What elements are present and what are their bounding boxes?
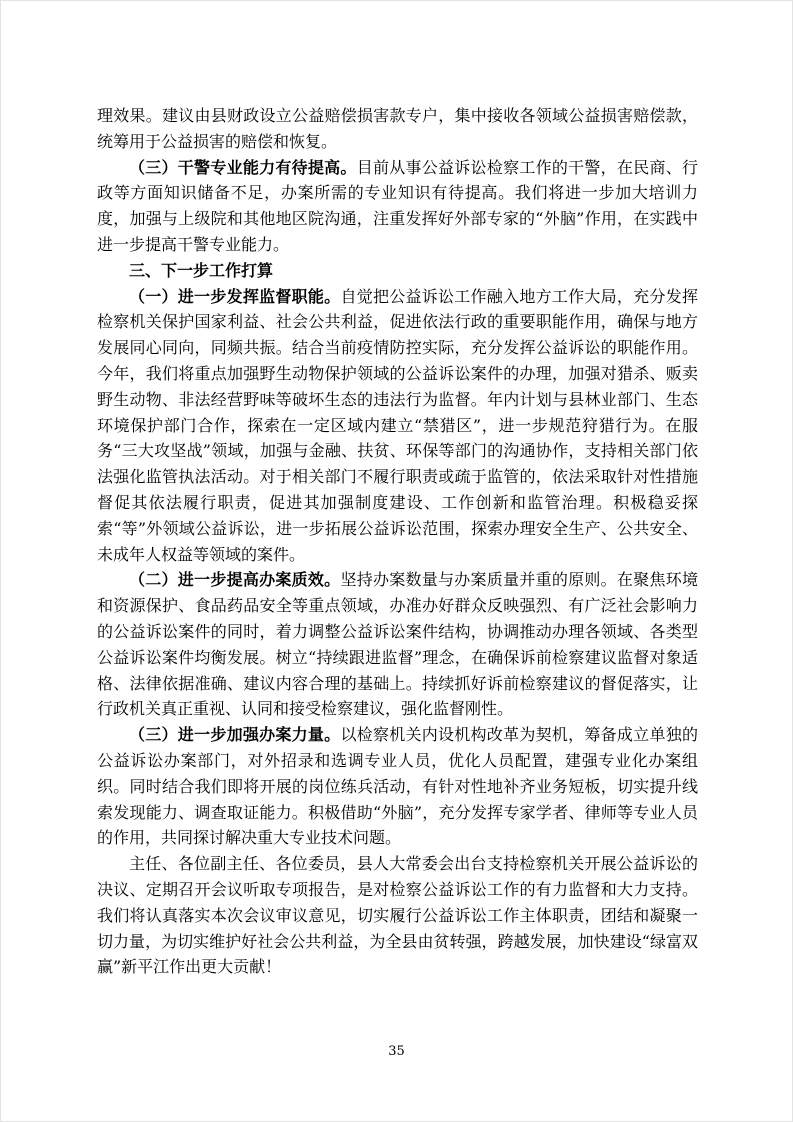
paragraph-lead: （三）进一步加强办案力量。 <box>129 725 341 745</box>
page-number: 35 <box>388 1044 405 1059</box>
document-body <box>97 103 698 980</box>
paragraph-text: 坚持办案数量与办案质量并重的原则。在聚焦环境和资源保护、食品药品安全等重点领域，办准办好群众反映强烈、有广泛社会影响力的公益诉讼案件的同时，着力调整公益诉讼案件结构，协调推动办理各领域、各类型公益诉讼案件均衡发展。树立“持续跟进监督”理念，在确保诉前检察建议监督对象适格、法律依据准确、建议内容合理的基础上。持续抓好诉前检察建议的督促落实，让行政机关真正重视、认同和接受检察建议，强化监督刚性。 <box>97 570 698 719</box>
paragraph-subsection-3-case-force <box>97 722 698 851</box>
paragraph-text: 自觉把公益诉讼工作融入地方工作大局，充分发挥检察机关保护国家利益、社会公共利益，促进依法行政的重要职能作用，确保与地方发展同心同向，同频共振。结合当前疫情防控实际，充分发挥公益诉讼的职能作用。今年，我们将重点加强野生动物保护领域的公益诉讼案件的办理，加强对猎杀、贩卖野生动物、非法经营野味等破坏生态的违法行为监督。年内计划与县林业部门、生态环境保护部门合作，探索在一定区域内建立“禁猎区”，进一步规范狩猎行为。在服务“三大攻坚战”领域，加强与金融、扶贫、环保等部门的沟通协作，支持相关部门依法强化监管执法活动。对于相关部门不履行职责或疏于监管的，依法采取针对性措施督促其依法履行职责，促进其加强制度建设、工作创新和监管治理。积极稳妥探索“等”外领域公益诉讼，进一步拓展公益诉讼范围，探索办理安全生产、公共安全、未成年人权益等领域的案件。 <box>97 286 698 564</box>
paragraph-lead: （三）干警专业能力有待提高。 <box>129 157 357 177</box>
paragraph-text: 理效果。建议由县财政设立公益赔偿损害款专户，集中接收各领域公益损害赔偿款，统筹用于公益损害的赔偿和恢复。 <box>97 106 698 151</box>
paragraph-text: 主任、各位副主任、各位委员，县人大常委会出台支持检察机关开展公益诉讼的决议、定期召开会议听取专项报告，是对检察公益诉讼工作的有力监督和大力支持。我们将认真落实本次会议审议意见，切实履行公益诉讼工作主体职责，团结和凝聚一切力量，为切实维护好社会公共利益，为全县由贫转强，跨越发展，加快建设“绿富双赢”新平江作出更大贡献！ <box>97 854 698 977</box>
paragraph-lead: （二）进一步提高办案质效。 <box>129 570 341 590</box>
paragraph-continuation <box>97 103 698 155</box>
paragraph-text: 以检察机关内设机构改革为契机，筹备成立单独的公益诉讼办案部门，对外招录和选调专业人员，优化人员配置，建强专业化办案组织。同时结合我们即将开展的岗位练兵活动，有针对性地补齐业务短板，切实提升线索发现能力、调查取证能力。积极借助“外脑”，充分发挥专家学者、律师等专业人员的作用，共同探讨解决重大专业技术问题。 <box>97 725 698 848</box>
section-heading-next-steps <box>97 258 698 284</box>
paragraph-lead: （一）进一步发挥监督职能。 <box>129 286 341 306</box>
paragraph-subsection-2-case-quality <box>97 567 698 722</box>
paragraph-subsection-1-supervision <box>97 284 698 568</box>
paragraph-subsection-3-capability <box>97 155 698 258</box>
paragraph-closing <box>97 851 698 980</box>
section-heading-text: 三、下一步工作打算 <box>129 260 274 280</box>
paragraph-text: 目前从事公益诉讼检察工作的干警，在民商、行政等方面知识储备不足，办案所需的专业知识有待提高。我们将进一步加大培训力度，加强与上级院和其他地区院沟通，注重发挥好外部专家的“外脑”作用，在实践中进一步提高干警专业能力。 <box>97 157 698 254</box>
